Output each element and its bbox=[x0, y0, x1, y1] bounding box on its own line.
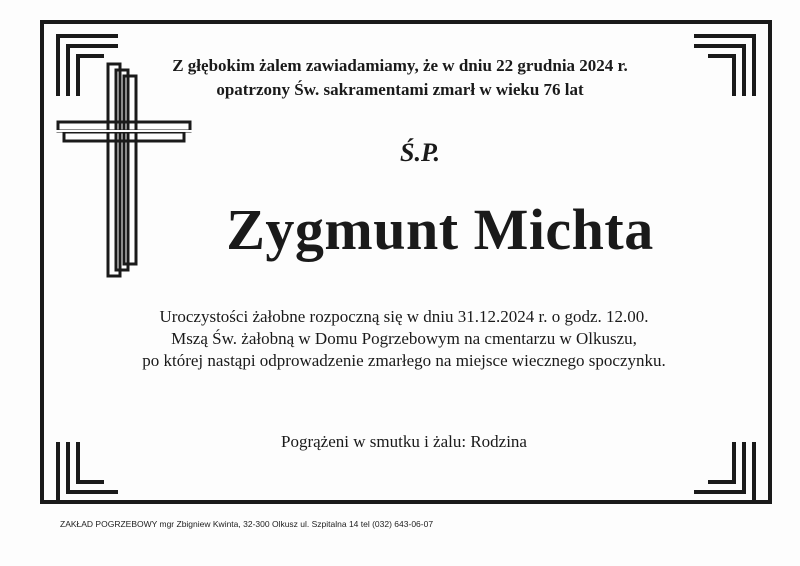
ceremony-line-3: po której nastąpi odprowadzenie zmarłego na miejsce wiecznego spoczynku. bbox=[142, 351, 666, 370]
announcement-line-2: opatrzony Św. sakramentami zmarł w wieku 76 lat bbox=[216, 80, 584, 99]
title-abbrev: Ś.P. bbox=[400, 138, 440, 167]
deceased-name: Zygmunt Michta bbox=[226, 197, 654, 262]
mourners-text: Pogrążeni w smutku i żalu: Rodzina bbox=[281, 432, 527, 451]
announcement-line-1: Z głębokim żalem zawiadamiamy, że w dniu 22 grudnia 2024 r. bbox=[172, 56, 628, 75]
ceremony-line-2: Mszą Św. żałobną w Domu Pogrzebowym na cmentarzu w Olkuszu, bbox=[171, 329, 637, 348]
funeral-home-footer: ZAKŁAD POGRZEBOWY mgr Zbigniew Kwinta, 32-300 Olkusz ul. Szpitalna 14 tel (032) 643-06-07 bbox=[60, 519, 434, 529]
ceremony-line-1: Uroczystości żałobne rozpoczną się w dniu 31.12.2024 r. o godz. 12.00. bbox=[159, 307, 649, 326]
announcement-text bbox=[0, 54, 800, 102]
ceremony-details bbox=[4, 306, 800, 372]
